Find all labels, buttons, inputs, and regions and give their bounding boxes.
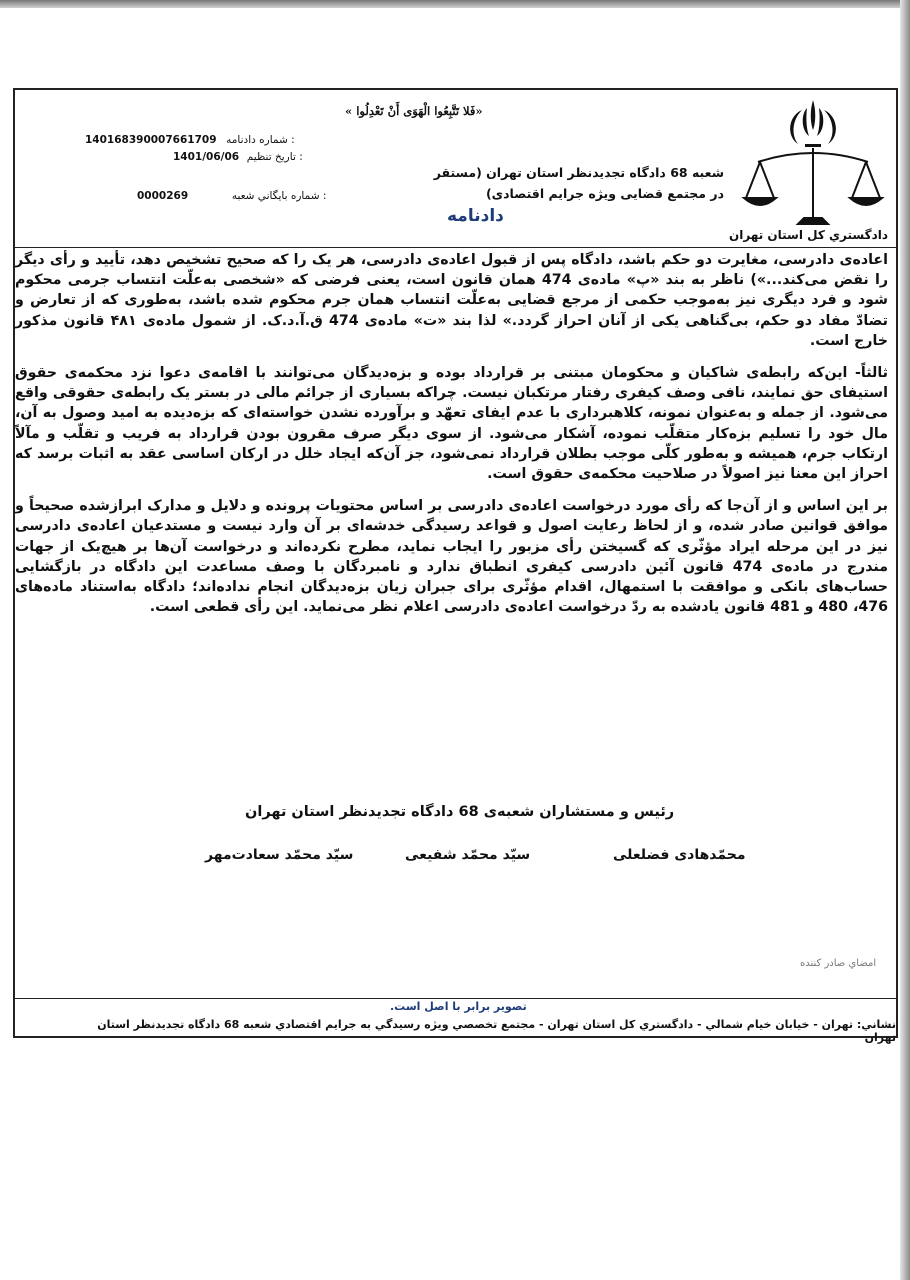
footer-divider	[15, 998, 896, 999]
document-frame	[13, 88, 898, 1044]
quran-verse: «فَلا تَتَّبِعُوا الْهَوَى أَنْ تَعْدِلُوا »	[345, 104, 483, 118]
document-title: دادنامه	[447, 206, 504, 226]
signature-placeholder: امضاي صادر كننده	[800, 958, 877, 969]
paragraph-3: بر این اساس و از آن‌جا که رأی مورد درخواست اعاده‌ی دادرسی بر اساس محتویات پرونده و دلایل و مدارک ابرازشده صحیحاً و موافق قوانین صادر شده، و از لحاظ رعایت اصول و قواعد رسیدگی خدشه‌ای بر آن وارد نیست و مستدعیان اعاده‌ی دادرسی نیز در این مرحله ایراد مؤثّری که گسیختن رأی مزبور را ایجاب نماید، مطرح نکرده‌اند و درخواست آن‌ها بر هیچ‌یک از جهات مندرج در ماده‌ی 474 قانون آئین دادرسی کیفری انطباق ندارد و نامبردگان با وصف مساعدت این دادگاه در بازگشایی حساب‌های بانکی و موافقت با استمهال، اقدام مؤثّری برای جبران زیان بزه‌دیدگان انجام نداده‌اند؛ دادگاه به‌استناد ماده‌های 476، 480 و 481 قانون یادشده به ردّ درخواست اعاده‌ی دادرسی اعلام نظر می‌نماید. این رأی قطعی است.	[15, 498, 888, 616]
paragraph-1: اعاده‌ی دادرسی، مغایرت دو حکم باشد، دادگاه پس از قبول اعاده‌ی دادرسی، هر یک را که صحیح تشخیص دهد، تأیید و رأی دیگر را نقض می‌کند...») ناظر به بند «پ» ماده‌ی 474 همان قانون است، یعنی فرضی که «شخصی به‌علّت انتساب جرمی محکوم شود و فرد دیگری نیز به‌موجب حکمی از مرجع قضایی به‌علّت انتساب همان جرم محکوم شده باشد، به‌طوری که از تعارض و تضادّ مفاد دو حکم، بی‌گناهی یکی از آنان احراز گردد.» لذا بند «ت» ماده‌ی 474 ق.آ.د.ک. از شمول ماده‌ی ۴۸۱ قانون مذکور خارج است.	[15, 252, 888, 349]
verdict-number-label: شماره دادنامه :	[226, 134, 295, 146]
signer-1: محمّدهادی فضلعلی	[613, 847, 746, 863]
verdict-number-row	[85, 134, 295, 146]
scan-edge-right	[900, 0, 910, 1280]
archive-number-label: شماره بايگاني شعبه :	[231, 190, 327, 202]
certified-copy-note: تصویر برابر با اصل است.	[390, 1000, 527, 1013]
date-value: 1401/06/06	[173, 151, 240, 163]
verdict-number-value: 140168390007661709	[85, 134, 217, 146]
archive-number-value: 0000269	[137, 190, 189, 202]
iran-emblem-scales-icon	[738, 96, 888, 246]
archive-number-row	[137, 190, 326, 202]
signatories-title: رئیس و مستشاران شعبه‌ی 68 دادگاه تجدیدنظر استان تهران	[245, 804, 675, 820]
emblem-caption: دادگستري كل استان تهران	[728, 228, 888, 242]
verdict-body	[15, 250, 888, 629]
signer-2: سیّد محمّد شفیعی	[405, 847, 531, 863]
scan-edge-top	[0, 0, 910, 8]
header-divider	[15, 247, 896, 248]
paragraph-2: ثالثاً- این‌که رابطه‌ی شاکیان و محکومان مبتنی بر قرارداد بوده و بزه‌دیدگان می‌توانند با اقامه‌ی دعوا نزد محکمه‌ی حقوق استیفای حق نمایند، نافی وصف کیفری رفتار مرتکبان نیست. چراکه بسیاری از جرائم مالی در بستر یک رابطه‌ی حقوقی واقع می‌شود. از جمله و به‌عنوان نمونه، کلاهبرداری با عدم ایفای تعهّد و برآورده نشدن خواسته‌ای که بزه‌دیده به امید وصول به آن، مال خود را تسلیم بزه‌کار متقلّب نموده، آشکار می‌شود. از سوی دیگر صرف مقرون بودن قرارداد به فریب و تقلّب و مآلاً ارتکاب جرم، همیشه و به‌طور کلّی موجب بطلان قرارداد نمی‌شود، جز آن‌که ایجاد خلل در ارکان اساسی عقد به اثبات برسد که احراز این معنا نیز اصولاً در صلاحیت محکمه‌ی حقوق است.	[15, 365, 888, 483]
date-row	[173, 151, 303, 163]
court-branch-title: شعبه 68 دادگاه تجدیدنظر استان تهران (مستقر در مجتمع قضایی ویژه جرایم اقتصادی)	[433, 165, 724, 201]
court-address: نشاني: تهران - خيابان خيام شمالي - دادگستري كل استان تهران - مجتمع تخصصي ويژه رسيدگي به جرايم اقتصادي شعبه 68 دادگاه تجديدنظر استان تهران	[97, 1018, 896, 1044]
date-label: تاریخ تنظیم :	[246, 151, 303, 163]
signer-3: سیّد محمّد سعادت‌مهر	[205, 847, 354, 863]
